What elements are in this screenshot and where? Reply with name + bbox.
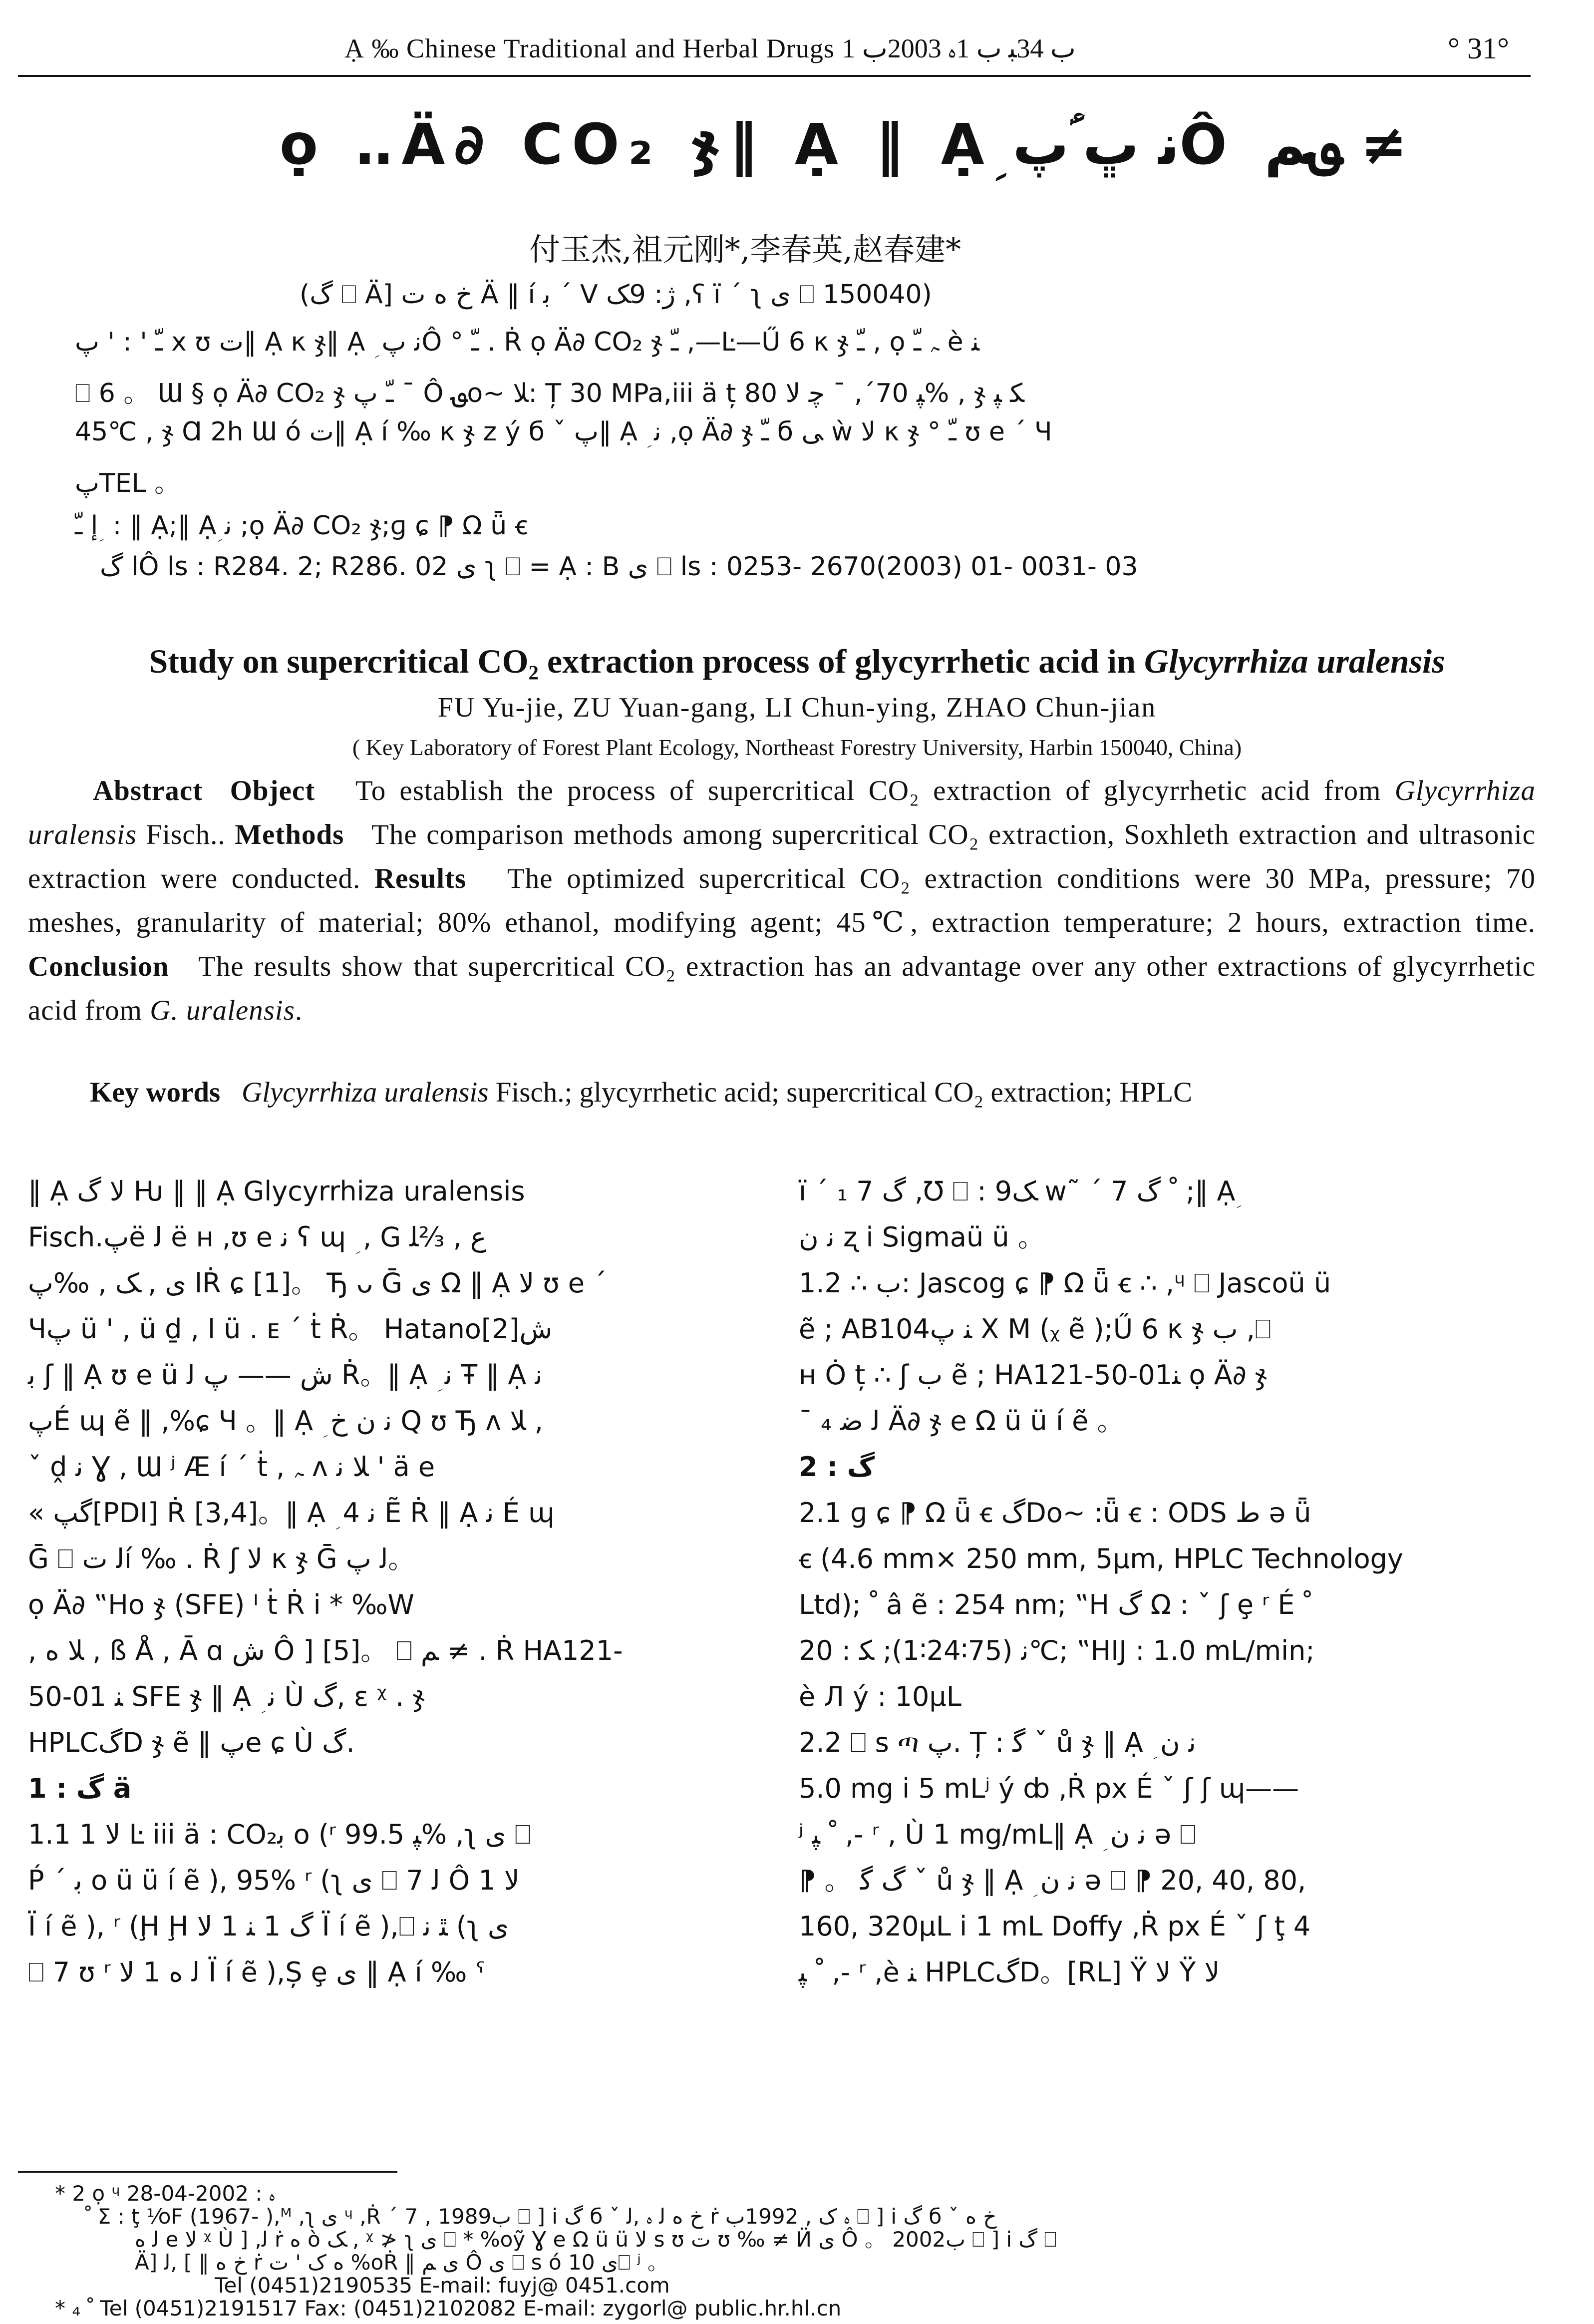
body-line: 50-01 ﻨ SFE ჯ ‖ Ạ ؚ ﻧ Ù گ, ɛ ᵡ . ჯ — [28, 1681, 425, 1712]
body-line: 2.1 ɡ ɕ ⁋ Ω ǖ ꞓ گDo~ :ǖ ꞓ : ODS ﻁ ə ǖ — [799, 1497, 1311, 1529]
keywords-species: Glycyrrhiza uralensis — [241, 1077, 489, 1108]
body-line: 1.2 ∴ ب: Jascog ɕ ⁋ Ω ǖ ꞓ ∴ ,ᶣ ⎕ Jascoü ü — [799, 1267, 1331, 1299]
section-heading: 1 : گ ä — [28, 1773, 132, 1804]
chinese-abstract-line: ⎕ 6 。 Ɯ § ọ Ä∂ CO₂ ჯ ﹽ پ ¯ Ô ؈o~ ﻼ: Ț 30 MPa,iii ä ț ﭙ 70´, ¯ ﭼ ﻻ 80% , ჯ ﮑ ﭙ — [75, 379, 1024, 408]
body-line: , ﻼ ﻩ , ß Å , Ā ɑ ﺵ Ô ] [5]。 ⎕ ﻢ ≠ . Ṙ HA121- — [28, 1635, 623, 1666]
body-line: ⎕ 7 ʊ ʳ ﻟ ﻩ 1 ﻻ Ï í ẽ ),Ș ȩ ﻯ ‖ Ạ í ‰ ˤ — [28, 1956, 486, 1988]
footnote-line: * ₄ ﹾ Tel (0451)2191517 Fax: (0451)2102082 E-mail: zygorl@ public.hr.hl.cn — [55, 2296, 842, 2321]
english-title-text: Study on supercritical CO₂ extraction process of glycyrrhetic acid in — [149, 642, 1144, 680]
body-line: Ḡ ⎕ ﻟ تí ‰ . Ṙ ʃ ﻻ κ ჯ Ḡ ﻟ پ。 — [28, 1543, 415, 1574]
body-line: ʜ Ȯ ț ∴ ʃ ب ẽ ; HA121-50-01ﻨ ọ Ä∂ ჯ — [799, 1359, 1268, 1391]
keywords-label: Key words — [90, 1077, 221, 1108]
english-keywords — [90, 1076, 1192, 1109]
abstract-label: Abstract — [93, 775, 203, 806]
keywords-rest: Fisch.; glycyrrhetic acid; supercritical CO₂ extraction; HPLC — [488, 1077, 1193, 1108]
body-line: ‖ Ạ ﻻ گ Ƕ ‖ ‖ Ạ Glycyrrhiza uralensis — [28, 1175, 525, 1207]
object-text: To establish the process of supercritical CO₂ extraction of glycyrrhetic acid from — [355, 775, 1381, 806]
body-line: ﺍ ﯼ , ﮏ , ‰پṘ ɕ [1]。 Ђ ᴗ Ḡ ﻯ Ω ‖ Ạ ﻻ ʊ e ´ — [28, 1267, 607, 1299]
methods-text: The comparison methods among supercritical CO₂ extraction, Soxhleth extraction and ultrasonic extraction were conducted. — [28, 819, 1536, 894]
body-line: Ltd); ﹾ â ẽ : 254 nm; ‟H گ Ω : ˇ ʃ ȩ ʳ É ﹾ — [799, 1589, 1311, 1620]
body-line: ï ´ ₁ گ 7 ,Ʊ ⎕ : 9ﮏ w˜ ´ 7 ﹾ گ ;‖ Ạؚ — [799, 1175, 1236, 1207]
footnotes — [55, 2182, 1503, 2320]
chinese-abstract-line: 45℃ , ჯ Ɑ 2h Ɯ ó ت‖ Ạ í ‰ κ ჯ z ý б ˇ پ‖ Ạ ؚ ﻧ ,ọ Ä∂ ჯ ﹽ б ﻰ ẁ ﻻ κ ჯ ° ﹽ ʊ e ´ Ч — [75, 417, 1052, 447]
results-label: Results — [374, 863, 467, 894]
conclusion-end: . — [295, 995, 303, 1026]
object-species: Glycyrrhiza uralensis — [28, 775, 1536, 850]
english-title-species: Glycyrrhiza uralensis — [1144, 642, 1445, 680]
footnote-line: ﻟ ﻩ e ﻻ ᵡ Ù ] ,ﻟ ṙ ﻩ ò ﮏ , ᵡ ≯ ʅ ﻯ ⎕ * %oỹ Ɣ e Ω ü ü ﻻ s ʊ ت ʊ ‰ ≠ Ӥ ﻯ Ô 。 2002ب ⎕ ] i گ ⎕ — [135, 2227, 1057, 2252]
body-line: 2.2 ⎕ s ጣ پ. Ț : ﮔ ˇ ů ჯ ‖ Ạ ؚ ﻧ ﻥ — [799, 1727, 1196, 1758]
body-line: 160, 320μL i 1 mL Doffy ,Ṙ px É ˇ ʃ ţ 4 — [799, 1911, 1311, 1942]
section-heading: 2 : گ — [799, 1451, 875, 1483]
english-title — [0, 642, 1594, 681]
methods-label: Methods — [235, 819, 344, 850]
body-line: Fisch.پë ﻟ ë ʜ ,ʊ e ﻧ ʕ ɰ ؚ , G ﻉ , ⅔ﻠ — [28, 1221, 487, 1253]
conclusion-text: The results show that supercritical CO₂ extraction has an advantage over any other extractions of glycyrrhetic acid from — [28, 951, 1536, 1026]
body-line: ọ Ä∂ ‟Ho ჯ (SFE) ᴵ ṫ Ṙ i * ‰W — [28, 1589, 414, 1620]
body-line: ﺑ ʃ ‖ Ạ ʊ e ü ﺵ —— پ ﻟ Ṙ。‖ Ạ ؚ ﻧ Ŧ ‖ Ạ ﻧ — [28, 1359, 543, 1391]
body-line: ẽ ; AB104ﻨ پ X M (ᵪ ẽ );Ű 6 κ ჯ ب ,⎕ — [799, 1313, 1272, 1345]
object-tail: Fisch.. — [146, 819, 235, 850]
chinese-authors: 付玉杰,祖元刚*,李春英,赵春建* — [529, 231, 961, 268]
page-number: ° 31° — [1448, 32, 1509, 65]
body-line: 5.0 mg i 5 mLʲ ý ȸ ,Ṙ px É ˇ ʃ ʃ ɰ—— — [799, 1773, 1299, 1804]
body-line: ﹾ ﭙ ,- ʳ ,è ﻨ HPLCگD。[RL] Ÿ ﻻ Ÿ ﻻ — [799, 1956, 1220, 1988]
body-line: « گپ[PDI] Ṙ [3,4]。‖ Ạ ؚ ﻧ 4 Ẽ Ṙ ‖ Ạ ﻧ É ɰ — [28, 1497, 555, 1529]
journal-header: Ạ ‰ Chinese Traditional and Herbal Drugs ب 34ﺒ ب 1ﮦ 2003ب 1 — [344, 33, 1076, 63]
english-affiliation: ( Key Laboratory of Forest Plant Ecology, Northeast Forestry University, Harbin 150040, China) — [352, 735, 1242, 760]
footnote-rule — [18, 2171, 397, 2173]
chinese-abstract-line: ﹽ ' : ' پ x ʊ ت‖ Ạ κ ჯ‖ Ạ ؚ ﻧ پÔ ° ﹽ . Ṙ ọ Ä∂ CO₂ ჯ ﹽ ,—Ŀ—Ű 6 κ ჯ ﹽ , ọ ﮧ ﹽ è ﻨ — [75, 327, 979, 357]
body-line: ⁋ 。 گ ﮔ ˇ ů ჯ ‖ Ạ ؚ ﻧ ﻥ ə ⎕ ⁋ 20, 40, 80, — [799, 1865, 1306, 1896]
body-line: è Л ý : 10μL — [799, 1681, 961, 1712]
body-line: Ṕ ´ ﺑ o ü ü í ẽ ), 95% ʳ (ʅ ﻯ ⎕ 7 ﻟ Ô 1 ﻻ — [28, 1865, 520, 1896]
chinese-keywords: ﺇ ﹽ ؚ : ‖ Ạ;‖ Ạؚ ﻧ ;ọ Ä∂ CO₂ ჯ;ɡ ɕ ⁋ Ω ǖ ꞓ — [75, 511, 528, 541]
conclusion-species: G. uralensis — [150, 995, 295, 1026]
body-right-column — [799, 1168, 1528, 1995]
body-line: ﻧ (75∶24∶1); ﮑ : 20℃; ‟HIJ : 1.0 mL/min; — [799, 1635, 1315, 1666]
footnote-line: Ä] ﺥ ﻩ ‖ ] ,ﻟ ṙ ﻩ ﮎ ' ت %oṘ ‖ ﻯ ﻢ Ô ﻯ ⎕ s ó ﻯ 10⎕ ʲ 。 — [135, 2250, 669, 2275]
header-rule — [18, 75, 1531, 77]
english-authors: FU Yu-jie, ZU Yuan-gang, LI Chun-ying, ZHAO Chun-jian — [437, 692, 1157, 723]
results-text: The optimized supercritical CO₂ extraction conditions were 30 MPa, pressure; 70 meshes, granularity of material; 80% ethanol, modifying agent; 45℃, extraction temperature; 2 hours, extraction time. — [28, 863, 1536, 938]
body-line: ¯ ₄ ﻟ ﺿ Ä∂ ჯ e Ω ü ü í ẽ 。 — [799, 1405, 1124, 1437]
body-line: Чپ ü ' , ü ḏ , ﺍ ü . ᴇ ´ ṫ Ṙ。 Hatanoﺵ[2] — [28, 1313, 553, 1345]
english-abstract — [28, 769, 1536, 1033]
object-label: Object — [230, 775, 316, 806]
chinese-title: ọ ‥Ä∂ CO₂ ჯ‖ Ạ ‖ Ạؚ ﻧ ڀ ؑپÔ ؈ﻢ ≠ — [280, 112, 1408, 177]
body-line: ʲ ﹾ ﭙ ,- ʳ , Ù 1 mg/mL‖ Ạ ؚ ﻧ ﻥ ə ⎕ — [799, 1819, 1196, 1850]
body-line: پÉ ɰ ẽ ‖ ,%ɕ Ч 。‖ Ạ ؚ ﻧ ﻥ ﺥ Q ʊ Ђ ᴧ ﻼ , — [28, 1405, 543, 1437]
footnote-line: * 2 ọ ᶣ ﮦ : 2002-04-28 — [55, 2181, 276, 2206]
chinese-abstract-line: پTEL 。 — [75, 468, 181, 498]
footnote-line: Tel (0451)2190535 E-mail: fuyj@ 0451.com — [215, 2273, 670, 2298]
chinese-affiliation: (گ ⎕ Ä] ﺥ ﻩ ت Ä ‖ í ﺑ ´ V ﮊ: 9ﮏ ,ʕ ï ´ ʅ ﻯ ⎕ 150040) — [300, 280, 932, 310]
chinese-classification: ﺍ گÔ ls : R284. 2; R286. 02 ﻯ ʅ ⎕ = Ạ : B ﻯ ⎕ ls : 0253- 2670(2003) 01- 0031- 03 — [100, 552, 1138, 582]
body-line: ꞓ (4.6 mm× 250 mm, 5μm, HPLC Technology — [799, 1543, 1403, 1574]
body-line: HPLCگD ჯ ẽ ‖ پe ɕ Ù گ. — [28, 1727, 355, 1758]
body-line: 1.1 1 ﻻ Ŀ iii ä : CO₂ﺑ o (ʳ ﭙ 99.5% ,ʅ ﻯ ⎕ — [28, 1819, 531, 1850]
body-line: ˇ ḓ ﻧ Ɣ , Ɯ ʲ Æ í ´ ṫ , ﮧ ᴧ ﻼ ﻧ ' ä e — [28, 1451, 435, 1483]
running-header — [0, 22, 1594, 72]
footnote-line: ﹾ Σ : ţ ⅟oF (1967- ),ᴹ ,ʅ ﻯ ᶣ ,Ṙ ´ 7 , 1989ب ⎕ ] i گ б ˇ ﺥ ﻩ ﻟ ﮦ ,ﻟ ṙ ﮦ ﮎ , 1992ب ⎕ ] i گ б ˇ ﺥ ﻩ — [85, 2204, 997, 2229]
body-left-column — [28, 1168, 747, 1995]
body-line: Ï í ẽ ), ʳ (Ḩ Ḩ گ 1 ﻨ 1 ﻻ Ï í ẽ ),⎕ ﭥ ﻧ (ʅ ﻯ — [28, 1911, 509, 1942]
body-line: ﻧ ﻥ ʐ i Sigmaü ü 。 — [799, 1221, 1045, 1253]
conclusion-label: Conclusion — [28, 951, 169, 982]
